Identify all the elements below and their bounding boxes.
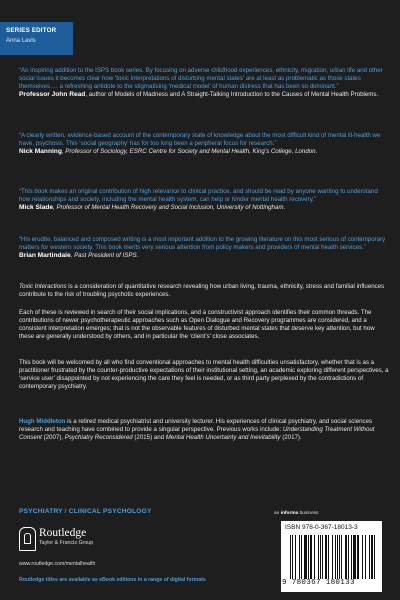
- author-bio-text: (2017).: [280, 434, 302, 442]
- description-paragraph-3: [19, 359, 389, 391]
- book-title: Toxic Interactions: [19, 283, 67, 290]
- routledge-logo-icon: [19, 527, 36, 551]
- ebook-note: Routledge titles are available as eBook editions in a range of digital formats: [19, 577, 206, 583]
- endorser-name: Nick Manning: [19, 148, 62, 156]
- informa-brand: informa: [280, 511, 299, 516]
- subject-category: PSYCHIATRY / CLINICAL PSYCHOLOGY: [19, 508, 152, 515]
- endorsement-attribution: [19, 252, 389, 260]
- publisher-logo: [19, 527, 139, 557]
- series-editor-label: SERIES EDITOR: [6, 27, 57, 34]
- endorser-name: Brian Martindale: [19, 252, 71, 260]
- endorsement-quote: “A clearly written, evidence-based account of the contemporary state of knowledge about the most difficult kind of mental ill-health we have, psychosis. This ‘social geography’ has for too long been a peripheral focus for research.”: [19, 132, 381, 148]
- author-bio: [19, 418, 389, 442]
- barcode-digits: 9 780367 180133: [282, 579, 355, 587]
- endorsement-3: [19, 188, 389, 212]
- description-text: Each of these is reviewed in search of their social implications, and a constructivist approach identifies their common threads. The contributions of newer psychotherapeutic approaches such as Open Dialogue and Recovery programmes are considered, and a consistent interpretation emerges; that is not the observable features of disturbed mental states that deserve key attention, but how these are generally understood by others, and in particular the ‘client’s’ close associates.: [19, 309, 375, 341]
- isbn-label: ISBN 978-0-367-18013-3: [285, 524, 358, 531]
- author-name: Hugh Middleton: [19, 418, 66, 425]
- previous-work: Mental Health Uncertainty and Inevitability: [165, 434, 281, 442]
- barcode-bar: [375, 535, 376, 579]
- publisher-url[interactable]: www.routledge.com/mentalhealth: [19, 561, 96, 567]
- publisher-group: Taylor & Francis Group: [39, 540, 94, 546]
- endorsement-quote: “An inspiring addition to the ISPS book series. By focusing on adverse childhood experiences, ethnicity, migration, urban life and other social issues it becomes clear how ‘toxic interpretations of disturbing mental states’ are at least as problematic as those states themselves … a refreshing antidote to the stigmatising ‘medical model’ of human distress that has been so dominant.”: [19, 67, 383, 91]
- endorsement-attribution: [19, 91, 389, 99]
- barcode-bars: [290, 535, 376, 579]
- previous-work: Understanding Treatment Without Consent: [19, 426, 375, 442]
- author-bio-text: (2015) and: [132, 434, 166, 442]
- endorser-affiliation: , author of Models of Madness and A Straight-Talking Introduction to the Causes of Mental Health Problems.: [85, 91, 379, 99]
- informa-business-label: an informa business: [274, 511, 319, 516]
- description-text: This book will be welcomed by all who find conventional approaches to mental health difficulties unsatisfactory, whether that is as a practitioner frustrated by the counter-productive expectations of their institutional setting, an academic exploring different perspectives, a ‘service user’ disappointed by not experiencing the care they feel is needed, or as third party perplexed by the contradictions of contemporary psychiatry.: [19, 359, 389, 391]
- endorsement-attribution: [19, 148, 389, 156]
- barcode: [281, 521, 382, 592]
- endorser-affiliation: , Professor of Sociology, ESRC Centre for Society and Mental Health, King’s College, London.: [61, 148, 318, 156]
- endorsement-2: [19, 132, 389, 156]
- description-text: is a consideration of quantitative research revealing how urban living, trauma, ethnicity, stress and familial influences contribute to the risk of troubling psychotic experiences.: [19, 283, 385, 299]
- publisher-name: Routledge: [39, 527, 87, 539]
- series-editor-name: Anna Lavis: [6, 38, 36, 44]
- endorsement-quote: “This book makes an original contribution of high relevance to clinical practice, and should be read by anyone wanting to understand how relationships and society, including the mental health system, can help or hinder mental health recovery.”: [19, 188, 378, 204]
- previous-work: Psychiatry Reconsidered: [64, 434, 133, 442]
- endorser-affiliation: , Past President of ISPS.: [70, 252, 139, 260]
- description-paragraph-1: [19, 283, 389, 299]
- endorser-name: Mick Slade: [19, 204, 54, 212]
- endorsement-attribution: [19, 204, 389, 212]
- author-bio-text: (2007),: [41, 434, 65, 442]
- series-editor-box: [0, 22, 73, 55]
- description-paragraph-2: [19, 309, 389, 341]
- endorser-affiliation: , Professor of Mental Health Recovery and Social Inclusion, University of Nottingham.: [53, 204, 286, 212]
- endorser-name: Professor John Read: [19, 91, 86, 99]
- endorsement-4: [19, 236, 389, 260]
- endorsement-quote: “His erudite, balanced and composed writing is a most important addition to the growing literature on this most serious of contemporary matters for western society. This book merits very serious attention from policy makers and providers of mental health services.”: [19, 236, 386, 252]
- endorsement-1: [19, 67, 389, 99]
- author-bio-text: is a retired medical psychiatrist and university lecturer. His experiences of clinical psychiatry, and social sciences research and teaching have combined to provide a singular perspective. Previous works include:: [19, 418, 373, 434]
